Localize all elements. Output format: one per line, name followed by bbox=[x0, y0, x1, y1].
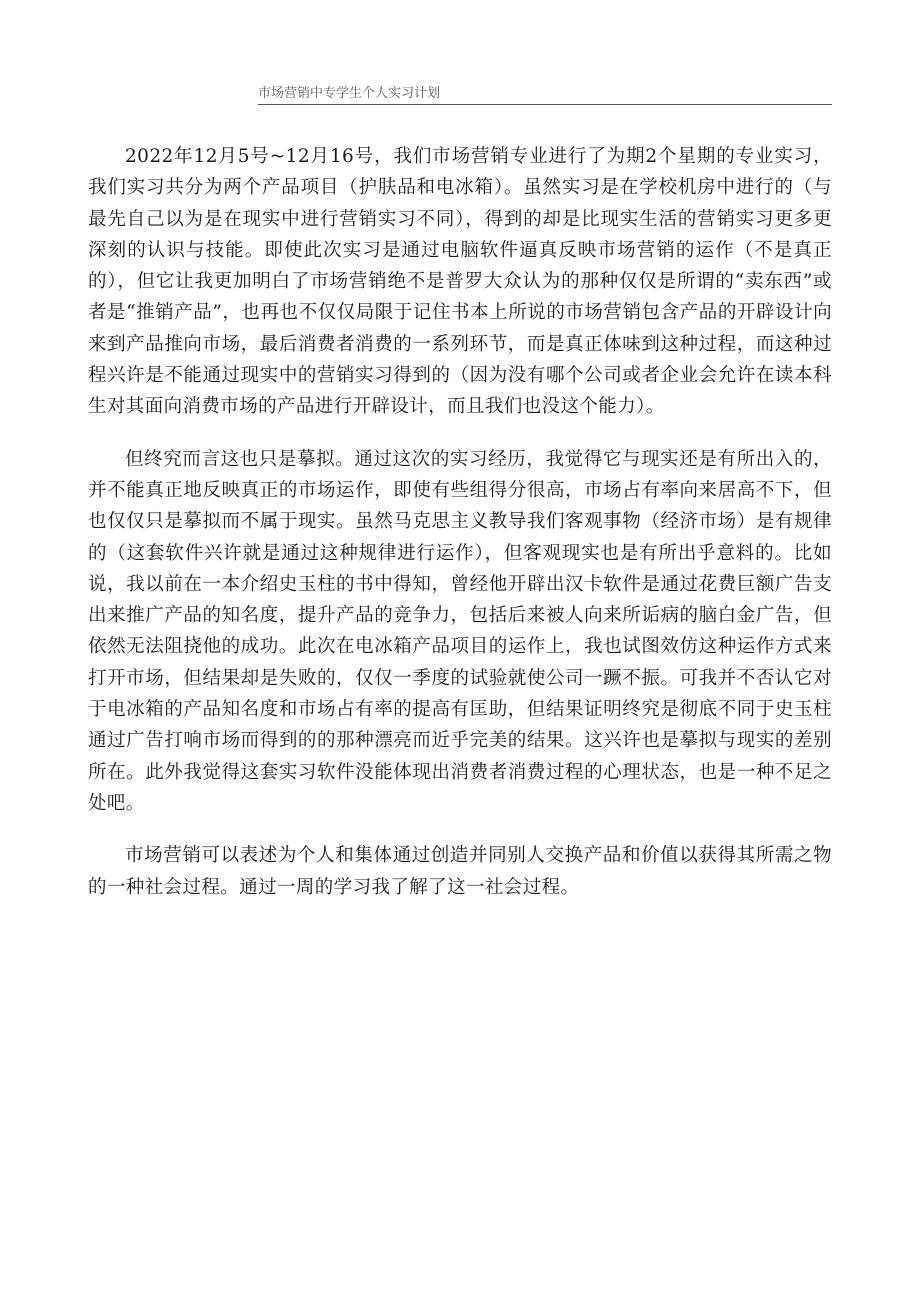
page-header bbox=[258, 86, 832, 105]
paragraph-3: 市场营销可以表述为个人和集体通过创造并同别人交换产品和价值以获得其所需之物的一种社会过程。通过一周的学习我了解了这一社会过程。 bbox=[88, 845, 832, 898]
paragraph-2: 但终究而言这也只是摹拟。通过这次的实习经历，我觉得它与现实还是有所出入的，并不能真正地反映真正的市场运作，即使有些组得分很高，市场占有率向来居高不下，但也仅仅只是摹拟而不属于现实。虽然马克思主义教导我们客观事物（经济市场）是有规律的（这套软件兴许就是通过这种规律进行运作），但客观现实也是有所出乎意料的。比如说，我以前在一本介绍史玉柱的书中得知，曾经他开辟出汉卡软件是通过花费巨额广告支出来推广产品的知名度，提升产品的竞争力，包括后来被人向来所诟病的脑白金广告，但依然无法阻挠他的成功。此次在电冰箱产品项目的运作上，我也试图效仿这种运作方式来打开市场，但结果却是失败的，仅仅一季度的试验就使公司一蹶不振。可我并不否认它对于电冰箱的产品知名度和市场占有率的提高有匡助，但结果证明终究是彻底不同于史玉柱通过广告打响市场而得到的的那种漂亮而近乎完美的结果。这兴许也是摹拟与现实的差别所在。此外我觉得这套实习软件没能体现出消费者消费过程的心理状态，也是一种不足之处吧。 bbox=[88, 448, 832, 814]
paragraph-1: 2022年12月5号~12月16号，我们市场营销专业进行了为期2个星期的专业实习，我们实习共分为两个产品项目（护肤品和电冰箱）。虽然实习是在学校机房中进行的（与最先自己以为是在现实中进行营销实习不同），得到的却是比现实生活的营销实习更多更深刻的认识与技能。即使此次实习是通过电脑软件逼真反映市场营销的运作（不是真正的），但它让我更加明白了市场营销绝不是普罗大众认为的那种仅仅是所谓的“卖东西”或者是“推销产品”，也再也不仅仅局限于记住书本上所说的市场营销包含产品的开辟设计向来到产品推向市场，最后消费者消费的一系列环节，而是真正体味到这种过程，而这种过程兴许是不能通过现实中的营销实习得到的（因为没有哪个公司或者企业会允许在读本科生对其面向消费市场的产品进行开辟设计，而且我们也没这个能力）。 bbox=[88, 146, 832, 418]
document-body bbox=[88, 141, 832, 1281]
header-title: 市场营销中专学生个人实习计划 bbox=[258, 86, 441, 101]
